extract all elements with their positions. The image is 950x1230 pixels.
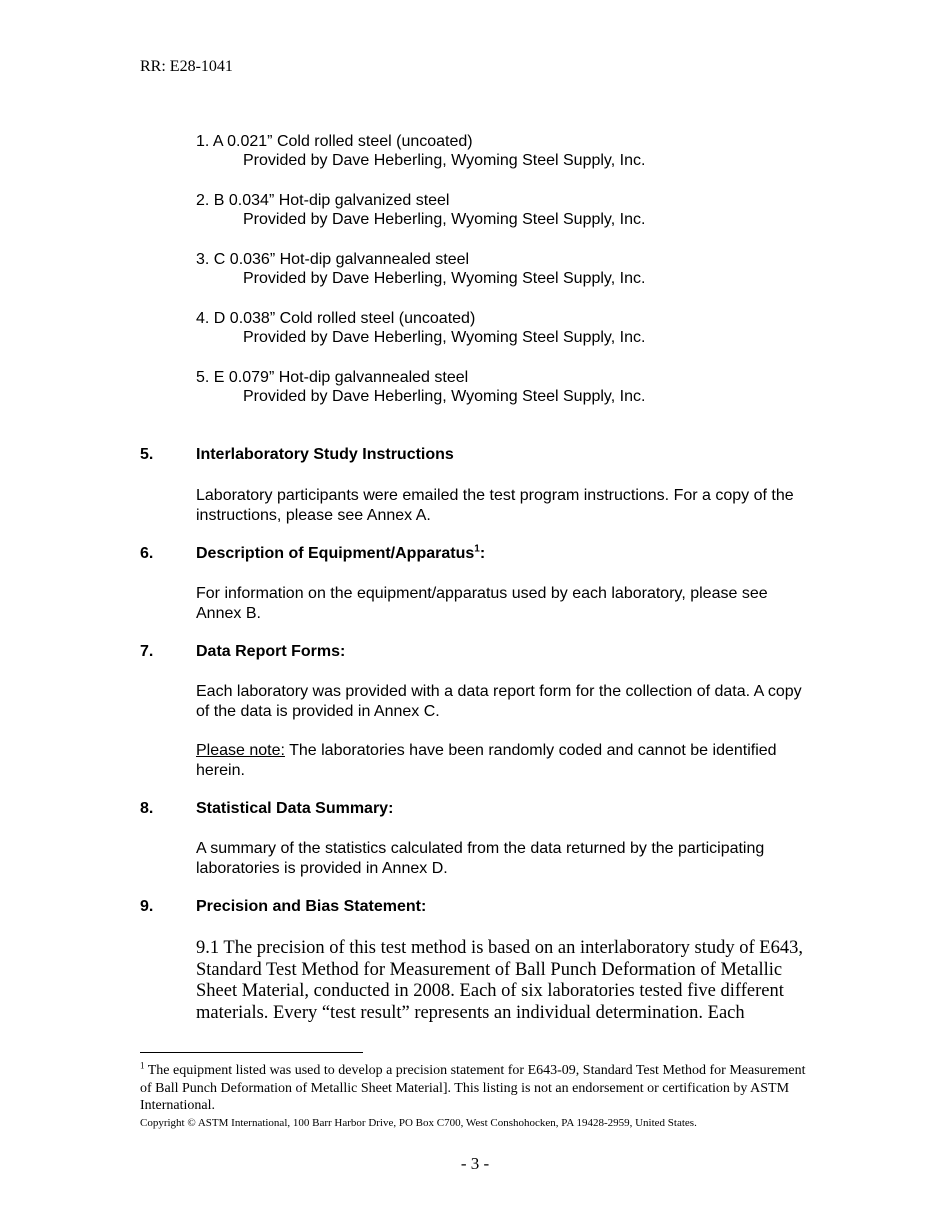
footnote-marker: 1 [140,1060,145,1071]
section-6-number: 6. [140,545,154,562]
list-item [196,309,645,347]
material-provider: Provided by Dave Heberling, Wyoming Steel Supply, Inc. [243,152,646,169]
material-line: 5. E 0.079” Hot-dip galvannealed steel [196,369,469,386]
material-provider: Provided by Dave Heberling, Wyoming Steel Supply, Inc. [243,211,646,228]
list-item [196,132,645,170]
section-7-note [196,741,816,780]
section-5-body: Laboratory participants were emailed the test program instructions. For a copy of the instructions, please see Annex A. [196,487,794,524]
list-item [196,368,645,406]
section-6-body: For information on the equipment/apparatus used by each laboratory, please see Annex B. [196,585,768,622]
section-9-body: 9.1 The precision of this test method is based on an interlaboratory study of E643, Standard Test Method for Measurement of Ball Punch Deformation of Metallic Sheet Material, conducted in 2008. Each of six laboratories tested five different materials. Every “test result” represents an individual determination. Each [196,938,803,1023]
copyright-notice: Copyright © ASTM International, 100 Barr Harbor Drive, PO Box C700, West Conshohocken, PA 19428-2959, United States. [140,1117,697,1129]
section-8-number: 8. [140,800,154,817]
footnote-ref: 1 [474,543,480,555]
note-label: Please note: [196,742,285,759]
list-item [196,250,645,288]
footnote-text: The equipment listed was used to develop a precision statement for E643-09, Standard Test Method for Measurement of Ball Punch Deformation of Metallic Sheet Material]. This listing is not an endorsement or certification by ASTM International. [140,1063,806,1113]
page-number: - 3 - [460,1154,490,1173]
section-5-title: Interlaboratory Study Instructions [196,446,454,463]
section-5-number: 5. [140,446,154,463]
section-8-title: Statistical Data Summary: [196,800,394,817]
material-line: 4. D 0.038” Cold rolled steel (uncoated) [196,310,476,327]
footnote-divider [140,1052,363,1053]
note-body: The laboratories have been randomly coded and cannot be identified herein. [196,742,777,779]
section-7-body: Each laboratory was provided with a data report form for the collection of data. A copy of the data is provided in Annex C. [196,683,802,720]
section-9-title: Precision and Bias Statement: [196,898,427,915]
section-6-title-colon: : [479,545,486,562]
material-provider: Provided by Dave Heberling, Wyoming Steel Supply, Inc. [243,329,646,346]
section-6-title [196,545,485,563]
list-item [196,191,645,229]
report-id-header: RR: E28-1041 [140,58,233,75]
material-provider: Provided by Dave Heberling, Wyoming Steel Supply, Inc. [243,270,646,287]
section-7-number: 7. [140,643,154,660]
section-7-title: Data Report Forms: [196,643,346,660]
footnote [140,1062,820,1115]
section-6-title-text: Description of Equipment/Apparatus [196,545,475,562]
section-8-body: A summary of the statistics calculated from the data returned by the participating laboratories is provided in Annex D. [196,840,765,877]
material-provider: Provided by Dave Heberling, Wyoming Steel Supply, Inc. [243,388,646,405]
material-line: 3. C 0.036” Hot-dip galvannealed steel [196,251,470,268]
section-9-number: 9. [140,898,154,915]
material-line: 1. A 0.021” Cold rolled steel (uncoated) [196,133,473,150]
material-line: 2. B 0.034” Hot-dip galvanized steel [196,192,450,209]
